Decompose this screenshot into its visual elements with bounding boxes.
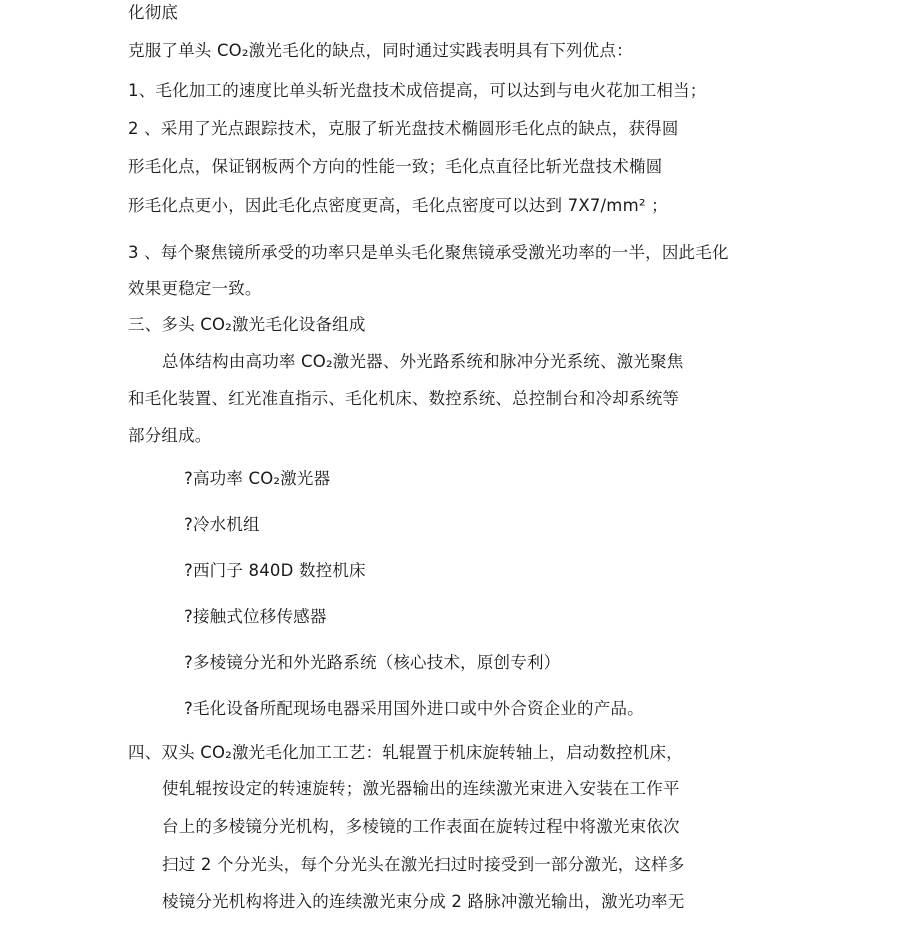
section-heading-4: 四、双头 CO₂激光毛化加工工艺：轧辊置于机床旋转轴上，启动数控机床， — [128, 743, 683, 762]
text-line-structure-cont: 和毛化装置、红光准直指示、毛化机床、数控系统、总控制台和冷却系统等 — [128, 389, 680, 408]
text-line-item-3: 3 、每个聚焦镜所承受的功率只是单头毛化聚焦镜承受激光功率的一半，因此毛化 — [128, 243, 729, 262]
text-line-advantages-intro: 克服了单头 CO₂激光毛化的缺点，同时通过实践表明具有下列优点： — [128, 41, 633, 60]
list-item-electrical: ?毛化设备所配现场电器采用国外进口或中外合资企业的产品。 — [184, 699, 644, 718]
section-heading-3: 三、多头 CO₂激光毛化设备组成 — [128, 315, 366, 334]
text-line-process-1: 使轧辊按设定的转速旋转；激光器输出的连续激光束进入安装在工作平 — [162, 779, 680, 798]
text-line-process-2: 台上的多棱镜分光机构，多棱镜的工作表面在旋转过程中将激光束依次 — [162, 817, 680, 836]
text-line-item-2-cont: 形毛化点，保证钢板两个方向的性能一致；毛化点直径比斩光盘技术椭圆 — [128, 157, 663, 176]
text-line-structure-end: 部分组成。 — [128, 426, 212, 445]
text-line-process-3: 扫过 2 个分光头，每个分光头在激光扫过时接受到一部分激光，这样多 — [162, 855, 685, 874]
list-item-polygon-mirror: ?多棱镜分光和外光路系统（核心技术，原创专利） — [184, 653, 561, 672]
text-line-item-2: 2 、采用了光点跟踪技术，克服了斩光盘技术椭圆形毛化点的缺点，获得圆 — [128, 119, 679, 138]
list-item-laser: ?高功率 CO₂激光器 — [184, 469, 331, 488]
list-item-chiller: ?冷水机组 — [184, 515, 260, 534]
list-item-sensor: ?接触式位移传感器 — [184, 607, 327, 626]
text-line-item-2-cont-2: 形毛化点更小，因此毛化点密度更高，毛化点密度可以达到 7X7/mm² ； — [128, 196, 668, 215]
text-line-process-4: 棱镜分光机构将进入的连续激光束分成 2 路脉冲激光输出，激光功率无 — [162, 892, 685, 911]
text-line-item-3-cont: 效果更稳定一致。 — [128, 279, 262, 298]
text-line-item-1: 1、毛化加工的速度比单头斩光盘技术成倍提高，可以达到与电火花加工相当； — [128, 81, 707, 100]
text-line-structure: 总体结构由高功率 CO₂激光器、外光路系统和脉冲分光系统、激光聚焦 — [162, 352, 684, 371]
list-item-cnc: ?西门子 840D 数控机床 — [184, 561, 366, 580]
text-line-continuation: 化彻底 — [128, 3, 179, 22]
